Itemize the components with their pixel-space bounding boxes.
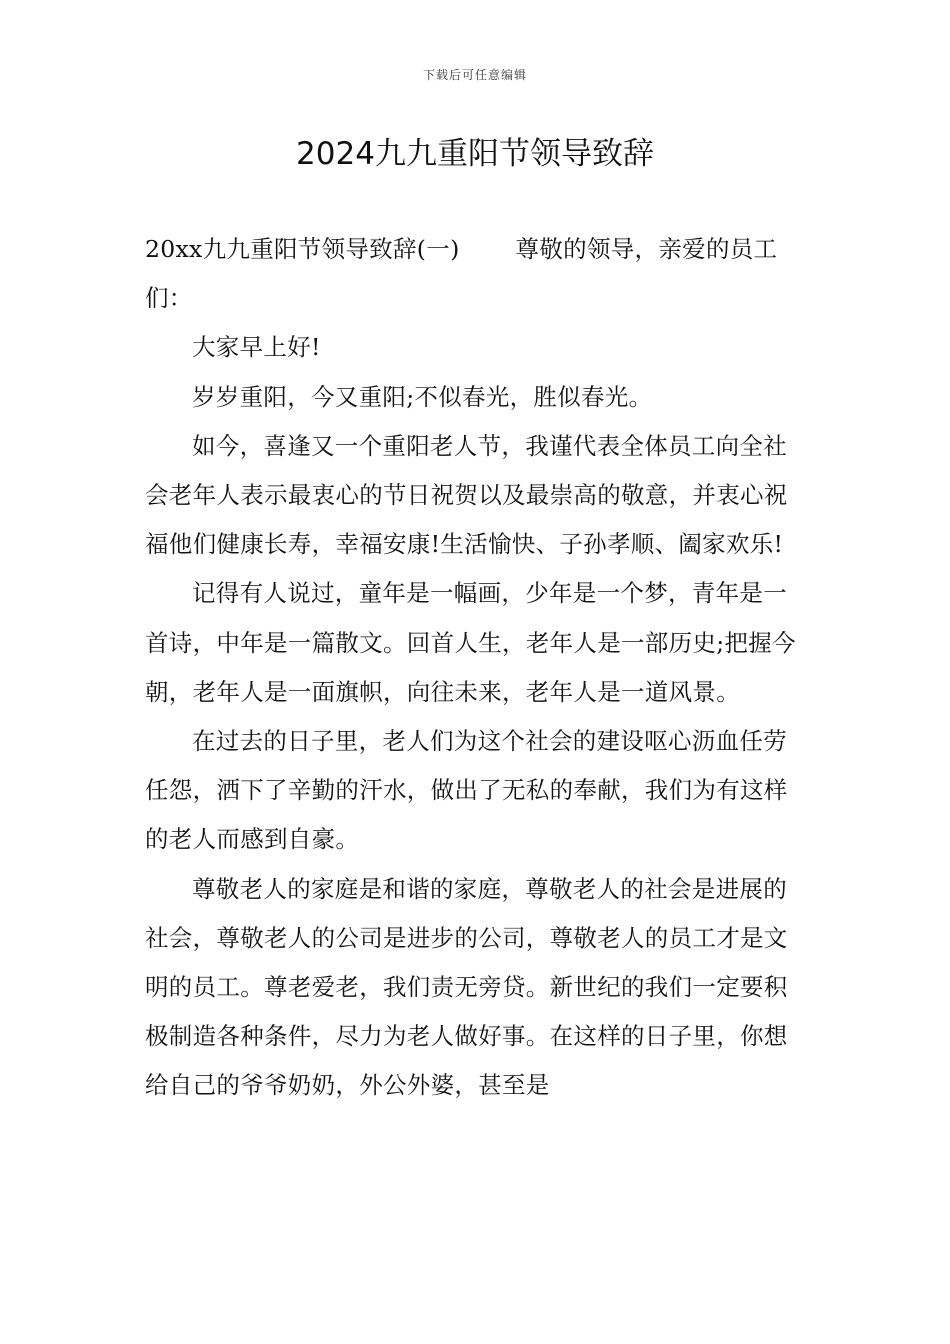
paragraph: 如今，喜逢又一个重阳老人节，我谨代表全体员工向全社会老年人表示最衷心的节日祝贺以及最崇高的敬意，并衷心祝福他们健康长寿，幸福安康!生活愉快、子孙孝顺、阖家欢乐! [145,431,788,559]
salutation: 尊敬的领导，亲爱的员工们： [145,235,778,313]
opening-line [145,225,807,323]
paragraph: 尊敬老人的家庭是和谐的家庭，尊敬老人的社会是进展的社会，尊敬老人的公司是进步的公司，尊敬老人的员工才是文明的员工。尊老爱老，我们责无旁贷。新世纪的我们一定要积极制造各种条件，尽力为老人做好事。在这样的日子里，你想给自己的爷爷奶奶，外公外婆，甚至是 [145,874,788,1100]
document-title: 2024九九重阳节领导致辞 [296,136,654,172]
speech-heading: 20xx九九重阳节领导致辞(一) [145,235,460,263]
document-body [145,225,807,1111]
paragraph: 大家早上好! [192,333,321,362]
header-note: 下载后可任意编辑 [422,68,527,82]
paragraph: 记得有人说过，童年是一幅画，少年是一个梦，青年是一首诗，中年是一篇散文。回首人生，老年人是一部历史;把握今朝，老年人是一面旗帜，向往未来，老年人是一道风景。 [145,579,796,706]
paragraph: 岁岁重阳，今又重阳;不似春光，胜似春光。 [192,382,653,411]
paragraph: 在过去的日子里，老人们为这个社会的建设呕心沥血任劳任怨，洒下了辛勤的汗水，做出了无私的奉献，我们为有这样的老人而感到自豪。 [145,727,788,854]
